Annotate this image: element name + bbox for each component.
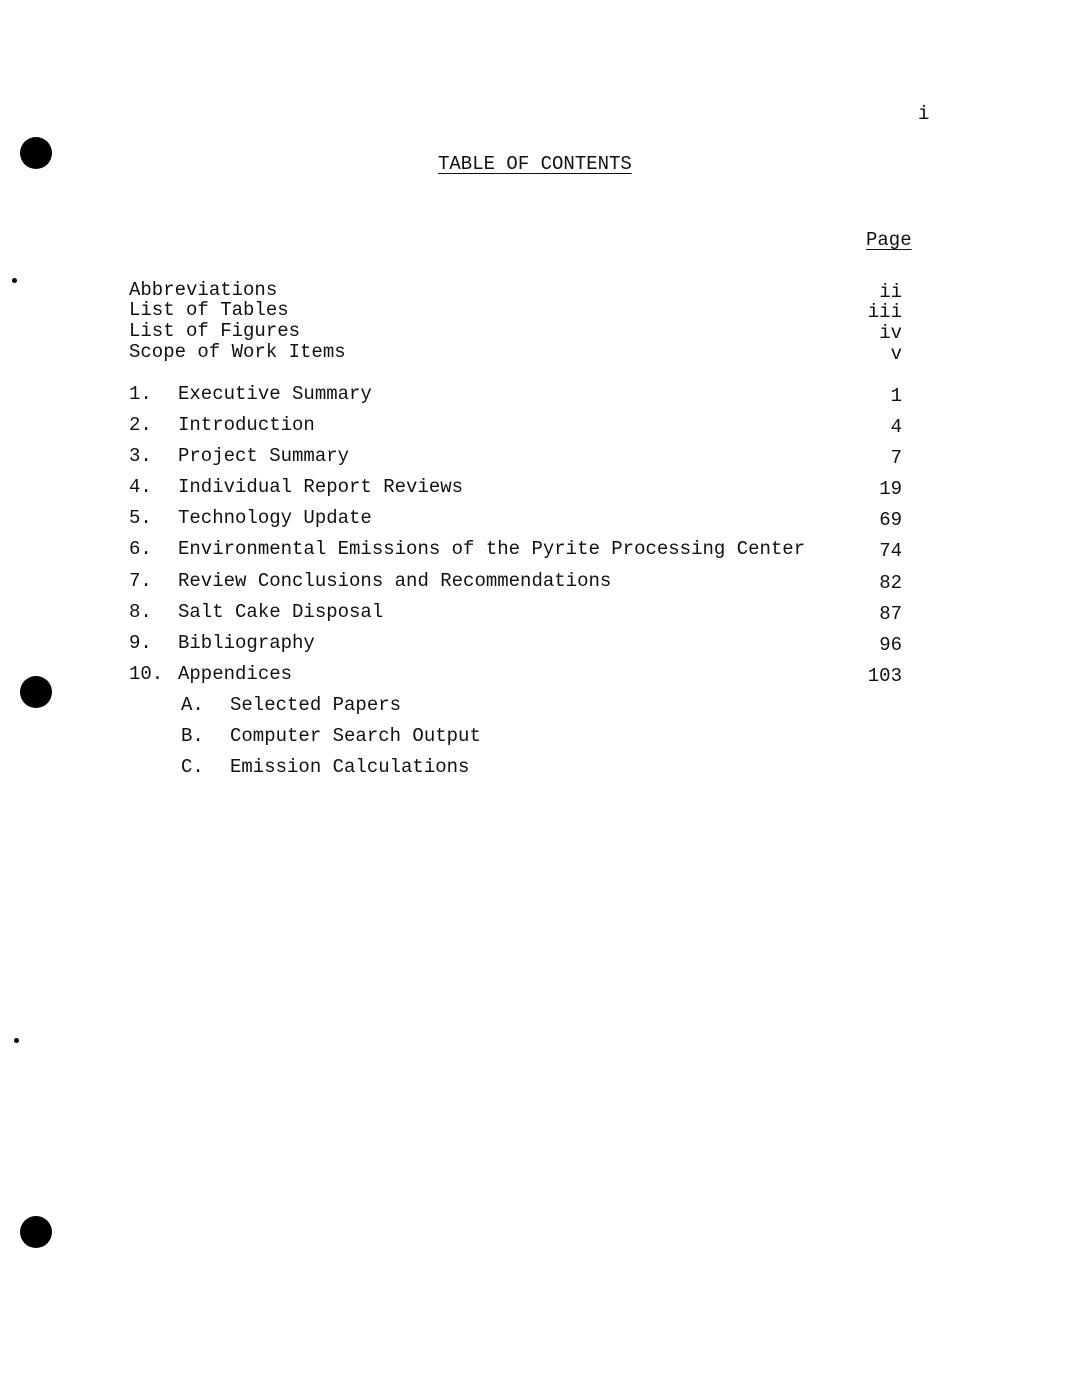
- toc-section-item: [0, 632, 1066, 656]
- toc-section-number: 3.: [129, 445, 152, 467]
- toc-section-item: [0, 663, 1066, 687]
- toc-section-item: [0, 383, 1066, 407]
- toc-entry-page: 103: [867, 665, 902, 687]
- toc-appendix-letter: C.: [181, 756, 204, 778]
- toc-entry-label: Emission Calculations: [230, 756, 470, 778]
- toc-entry-page: 87: [879, 603, 902, 625]
- toc-entry-page: iii: [867, 301, 902, 323]
- toc-front-matter-item: [0, 341, 1066, 365]
- toc-entry-label: Bibliography: [178, 632, 315, 654]
- toc-entry-page: 74: [879, 540, 902, 562]
- toc-section-number: 6.: [129, 538, 152, 560]
- toc-appendix-letter: B.: [181, 725, 204, 747]
- toc-entry-page: ii: [879, 281, 902, 303]
- punch-hole-bottom: [20, 1216, 52, 1248]
- toc-entry-label: Scope of Work Items: [129, 341, 346, 363]
- toc-section-number: 10.: [129, 663, 164, 685]
- toc-entry-label: Selected Papers: [230, 694, 402, 716]
- toc-entry-page: 19: [879, 478, 902, 500]
- toc-section-item: [0, 445, 1066, 469]
- page-column-header: Page: [866, 229, 912, 251]
- toc-entry-label: Appendices: [178, 663, 293, 685]
- toc-section-number: 1.: [129, 383, 152, 405]
- toc-section-item: [0, 570, 1066, 594]
- toc-entry-label: Technology Update: [178, 507, 372, 529]
- page-number: i: [918, 103, 930, 125]
- toc-entry-page: iv: [879, 322, 902, 344]
- toc-entry-label: Introduction: [178, 414, 315, 436]
- toc-entry-page: 7: [890, 447, 902, 469]
- toc-section-item: [0, 476, 1066, 500]
- toc-section-item: [0, 507, 1066, 531]
- punch-hole-top: [20, 137, 52, 169]
- toc-entry-label: Individual Report Reviews: [178, 476, 464, 498]
- toc-entry-label: List of Tables: [129, 299, 289, 321]
- toc-entry-label: Computer Search Output: [230, 725, 481, 747]
- toc-section-item: [0, 414, 1066, 438]
- toc-entry-page: 1: [890, 385, 902, 407]
- toc-section-number: 2.: [129, 414, 152, 436]
- toc-section-item: [0, 538, 1066, 562]
- toc-entry-page: 69: [879, 509, 902, 531]
- toc-entry-label: Review Conclusions and Recommendations: [178, 570, 612, 592]
- toc-section-number: 5.: [129, 507, 152, 529]
- toc-appendix-letter: A.: [181, 694, 204, 716]
- toc-entry-label: Executive Summary: [178, 383, 372, 405]
- scan-speck: [14, 1038, 19, 1043]
- toc-section-number: 4.: [129, 476, 152, 498]
- toc-entry-label: Salt Cake Disposal: [178, 601, 384, 623]
- toc-entry-label: List of Figures: [129, 320, 301, 342]
- document-title: TABLE OF CONTENTS: [438, 153, 632, 175]
- toc-entry-page: 96: [879, 634, 902, 656]
- toc-section-number: 8.: [129, 601, 152, 623]
- toc-entry-page: 82: [879, 572, 902, 594]
- toc-section-number: 9.: [129, 632, 152, 654]
- toc-entry-page: v: [890, 343, 902, 365]
- toc-entry-label: Project Summary: [178, 445, 350, 467]
- toc-section-number: 7.: [129, 570, 152, 592]
- toc-entry-label: Abbreviations: [129, 279, 278, 301]
- toc-entry-page: 4: [890, 416, 902, 438]
- toc-entry-label: Environmental Emissions of the Pyrite Processing Center: [178, 538, 806, 560]
- toc-section-item: [0, 601, 1066, 625]
